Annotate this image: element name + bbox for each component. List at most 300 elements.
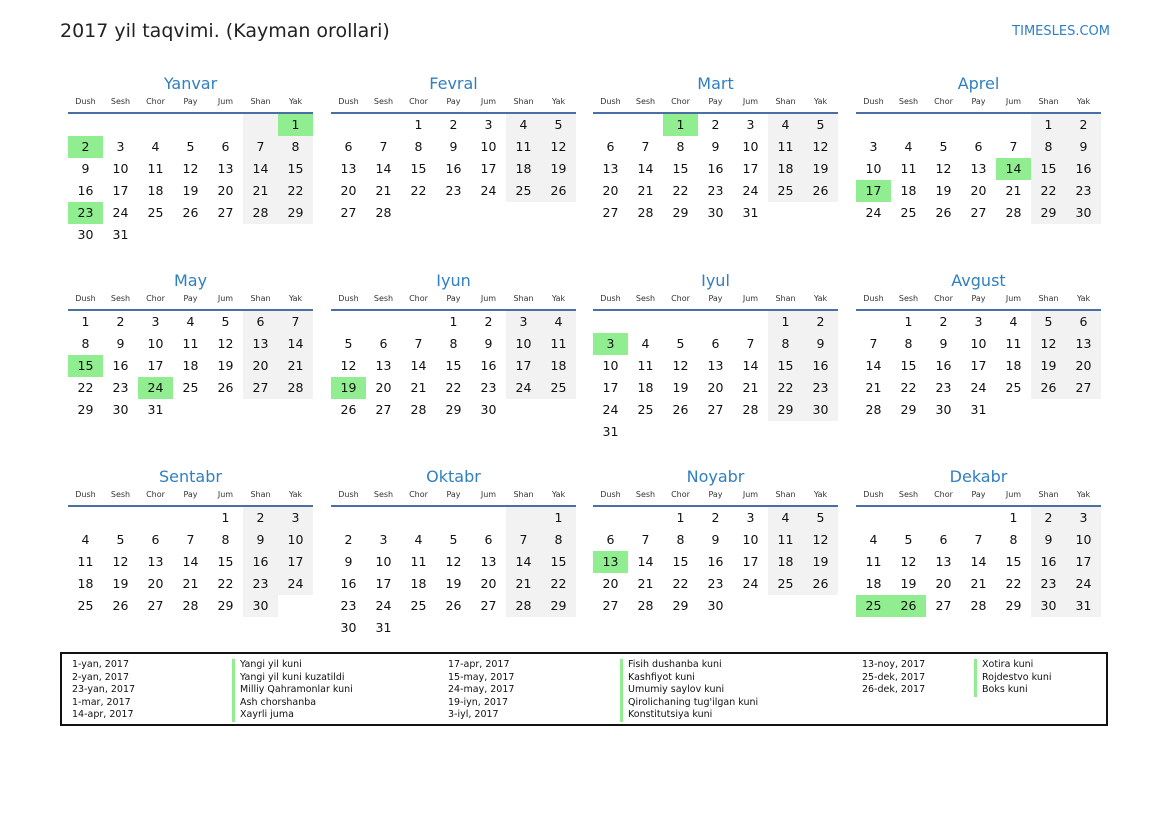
calendar-day: 14 bbox=[506, 551, 541, 573]
calendar-day: 30 bbox=[707, 598, 724, 613]
weekday-label: Jum bbox=[1005, 490, 1022, 499]
weekday-label: Dush bbox=[338, 490, 359, 499]
calendar-day: 15 bbox=[900, 358, 917, 373]
calendar-day: 10 bbox=[147, 336, 164, 351]
calendar-day: 6 bbox=[606, 532, 615, 547]
calendar-day: 28 bbox=[410, 402, 427, 417]
empty-cell bbox=[628, 114, 663, 136]
calendar-day: 4 bbox=[1009, 314, 1018, 329]
calendar-day: 8 bbox=[1031, 136, 1066, 158]
weekday-label: Dush bbox=[863, 97, 884, 106]
calendar-day: 21 bbox=[742, 380, 759, 395]
calendar-day: 19 bbox=[541, 158, 576, 180]
calendar-day: 12 bbox=[182, 161, 199, 176]
calendar-day: 30 bbox=[707, 205, 724, 220]
calendar-day: 23 bbox=[445, 183, 462, 198]
calendar-day: 29 bbox=[445, 402, 462, 417]
calendar-day: 10 bbox=[480, 139, 497, 154]
empty-cell bbox=[401, 507, 436, 529]
empty-cell bbox=[803, 421, 838, 443]
calendar-day: 25 bbox=[768, 573, 803, 595]
weekday-label: Yak bbox=[813, 294, 828, 303]
empty-cell bbox=[733, 595, 768, 617]
calendar-day: 28 bbox=[865, 402, 882, 417]
calendar-day: 21 bbox=[506, 573, 541, 595]
legend-date: 23-yan, 2017 bbox=[72, 684, 136, 696]
calendar-day: 17 bbox=[970, 358, 987, 373]
calendar-day: 25 bbox=[182, 380, 199, 395]
weekday-label: Chor bbox=[671, 490, 690, 499]
holiday-day: 15 bbox=[68, 355, 103, 377]
empty-cell bbox=[471, 507, 506, 529]
calendar-day: 5 bbox=[541, 114, 576, 136]
calendar-day: 24 bbox=[1066, 573, 1101, 595]
calendar-day: 3 bbox=[746, 510, 755, 525]
calendar-day: 2 bbox=[939, 314, 948, 329]
weekday-label: Pay bbox=[971, 97, 986, 106]
calendar-day: 12 bbox=[541, 136, 576, 158]
calendar-day: 25 bbox=[900, 205, 917, 220]
weekday-label: Chor bbox=[934, 294, 953, 303]
weekday-label: Pay bbox=[183, 294, 198, 303]
day-grid bbox=[68, 311, 313, 421]
calendar-day: 15 bbox=[445, 358, 462, 373]
calendar-day: 9 bbox=[449, 139, 458, 154]
calendar-day: 4 bbox=[186, 314, 195, 329]
calendar-day: 30 bbox=[77, 227, 94, 242]
calendar-day: 11 bbox=[865, 554, 882, 569]
empty-cell bbox=[173, 507, 208, 529]
calendar-day: 21 bbox=[182, 576, 199, 591]
calendar-day: 28 bbox=[182, 598, 199, 613]
calendar-day: 5 bbox=[344, 336, 353, 351]
legend-holiday-name: Yangi yil kuni bbox=[232, 659, 302, 672]
weekday-label: Sesh bbox=[110, 490, 131, 499]
calendar-day: 19 bbox=[217, 358, 234, 373]
empty-cell bbox=[401, 617, 436, 639]
calendar-day: 11 bbox=[1005, 336, 1022, 351]
calendar-day: 3 bbox=[116, 139, 125, 154]
calendar-day: 20 bbox=[340, 183, 357, 198]
calendar-day: 2 bbox=[711, 510, 720, 525]
calendar-day: 13 bbox=[243, 333, 278, 355]
calendar-day: 21 bbox=[637, 183, 654, 198]
calendar-day: 8 bbox=[768, 333, 803, 355]
legend-holiday-name: Yangi yil kuni kuzatildi bbox=[232, 672, 345, 685]
calendar-day: 4 bbox=[768, 114, 803, 136]
empty-cell bbox=[593, 311, 628, 333]
calendar-day: 31 bbox=[602, 424, 619, 439]
legend-date: 1-mar, 2017 bbox=[72, 696, 131, 708]
calendar-day: 27 bbox=[602, 205, 619, 220]
calendar-day: 29 bbox=[900, 402, 917, 417]
calendar-day: 18 bbox=[77, 576, 94, 591]
month-calendar bbox=[593, 466, 838, 617]
month-name: Oktabr bbox=[426, 467, 481, 486]
calendar-day: 3 bbox=[746, 117, 755, 132]
empty-cell bbox=[803, 202, 838, 224]
empty-cell bbox=[733, 311, 768, 333]
calendar-day: 9 bbox=[1031, 529, 1066, 551]
calendar-day: 26 bbox=[803, 180, 838, 202]
calendar-day: 18 bbox=[900, 183, 917, 198]
calendar-day: 20 bbox=[375, 380, 392, 395]
calendar-day: 14 bbox=[278, 333, 313, 355]
calendar-day: 14 bbox=[243, 158, 278, 180]
weekday-label: Jum bbox=[480, 294, 497, 303]
calendar-day: 7 bbox=[641, 139, 650, 154]
calendar-day: 7 bbox=[746, 336, 755, 351]
calendar-day: 6 bbox=[243, 311, 278, 333]
calendar-day: 11 bbox=[637, 358, 654, 373]
calendar-day: 22 bbox=[77, 380, 94, 395]
calendar-day: 5 bbox=[186, 139, 195, 154]
calendar-day: 6 bbox=[379, 336, 388, 351]
calendar-day: 24 bbox=[742, 576, 759, 591]
legend-holiday-name: Fisih dushanba kuni bbox=[620, 659, 722, 672]
calendar-day: 4 bbox=[768, 507, 803, 529]
calendar-day: 5 bbox=[449, 532, 458, 547]
empty-cell bbox=[628, 421, 663, 443]
holiday-day: 2 bbox=[68, 136, 103, 158]
empty-cell bbox=[243, 399, 278, 421]
calendar-day: 6 bbox=[939, 532, 948, 547]
calendar-day: 18 bbox=[541, 355, 576, 377]
weekday-label: Chor bbox=[671, 97, 690, 106]
calendar-day: 1 bbox=[221, 510, 230, 525]
empty-cell bbox=[768, 421, 803, 443]
calendar-day: 24 bbox=[742, 183, 759, 198]
calendar-day: 7 bbox=[974, 532, 983, 547]
calendar-day: 25 bbox=[506, 180, 541, 202]
empty-cell bbox=[471, 617, 506, 639]
calendar-day: 6 bbox=[1066, 311, 1101, 333]
calendar-day: 26 bbox=[445, 598, 462, 613]
weekday-label: Dush bbox=[75, 490, 96, 499]
weekday-label: Sesh bbox=[373, 294, 394, 303]
month-name: Iyun bbox=[436, 271, 471, 290]
empty-cell bbox=[961, 114, 996, 136]
calendar-day: 29 bbox=[1031, 202, 1066, 224]
calendar-day: 2 bbox=[243, 507, 278, 529]
calendar-day: 26 bbox=[340, 402, 357, 417]
holiday-day: 24 bbox=[138, 377, 173, 399]
calendar-day: 7 bbox=[1009, 139, 1018, 154]
empty-cell bbox=[138, 507, 173, 529]
calendar-day: 27 bbox=[935, 598, 952, 613]
calendar-day: 28 bbox=[375, 205, 392, 220]
day-grid bbox=[331, 507, 576, 639]
weekday-label: Pay bbox=[971, 490, 986, 499]
calendar-day: 12 bbox=[1031, 333, 1066, 355]
month-calendar bbox=[331, 466, 576, 639]
calendar-day: 27 bbox=[970, 205, 987, 220]
calendar-day: 18 bbox=[768, 551, 803, 573]
calendar-day: 22 bbox=[672, 183, 689, 198]
calendar-day: 16 bbox=[112, 358, 129, 373]
weekday-label: Sesh bbox=[110, 294, 131, 303]
calendar-day: 8 bbox=[414, 139, 423, 154]
calendar-day: 11 bbox=[900, 161, 917, 176]
legend-date: 3-iyl, 2017 bbox=[448, 709, 499, 721]
weekday-label: Sesh bbox=[110, 97, 131, 106]
calendar-day: 18 bbox=[147, 183, 164, 198]
empty-cell bbox=[856, 507, 891, 529]
calendar-day: 4 bbox=[541, 311, 576, 333]
empty-cell bbox=[663, 421, 698, 443]
weekday-label: Yak bbox=[1076, 490, 1091, 499]
calendar-day: 20 bbox=[602, 183, 619, 198]
calendar-day: 17 bbox=[147, 358, 164, 373]
calendar-day: 6 bbox=[974, 139, 983, 154]
calendar-day: 24 bbox=[506, 377, 541, 399]
calendar-day: 26 bbox=[803, 573, 838, 595]
month-name: Sentabr bbox=[159, 467, 222, 486]
calendar-day: 14 bbox=[970, 554, 987, 569]
weekday-label: Jum bbox=[742, 490, 759, 499]
holiday-day: 23 bbox=[68, 202, 103, 224]
legend-date: 13-noy, 2017 bbox=[862, 659, 926, 670]
weekday-label: Sesh bbox=[373, 490, 394, 499]
weekday-label: Jum bbox=[217, 490, 234, 499]
empty-cell bbox=[926, 114, 961, 136]
calendar-day: 16 bbox=[1031, 551, 1066, 573]
empty-cell bbox=[138, 224, 173, 246]
site-link[interactable]: TIMESLES.COM bbox=[1012, 24, 1110, 39]
calendar-day: 1 bbox=[676, 510, 685, 525]
weekday-label: Pay bbox=[446, 490, 461, 499]
weekday-label: Pay bbox=[446, 294, 461, 303]
calendar-day: 23 bbox=[243, 573, 278, 595]
calendar-day: 22 bbox=[217, 576, 234, 591]
calendar-day: 1 bbox=[904, 314, 913, 329]
calendar-day: 7 bbox=[243, 136, 278, 158]
legend-date: 24-may, 2017 bbox=[448, 684, 515, 696]
calendar-day: 28 bbox=[637, 598, 654, 613]
calendar-day: 25 bbox=[147, 205, 164, 220]
calendar-day: 12 bbox=[340, 358, 357, 373]
holiday-legend bbox=[60, 652, 1108, 726]
holiday-day: 13 bbox=[593, 551, 628, 573]
calendar-day: 31 bbox=[742, 205, 759, 220]
weekday-label: Jum bbox=[217, 97, 234, 106]
weekday-label: Yak bbox=[813, 490, 828, 499]
legend-date: 14-apr, 2017 bbox=[72, 709, 134, 721]
month-calendar bbox=[593, 270, 838, 443]
weekday-label: Jum bbox=[217, 294, 234, 303]
empty-cell bbox=[436, 617, 471, 639]
calendar-day: 1 bbox=[541, 507, 576, 529]
weekday-label: Shan bbox=[775, 97, 796, 106]
calendar-day: 8 bbox=[278, 136, 313, 158]
calendar-day: 3 bbox=[869, 139, 878, 154]
weekday-label: Dush bbox=[75, 294, 96, 303]
legend-date: 19-iyn, 2017 bbox=[448, 696, 509, 708]
weekday-label: Pay bbox=[708, 490, 723, 499]
calendar-day: 13 bbox=[1066, 333, 1101, 355]
calendar-day: 23 bbox=[935, 380, 952, 395]
empty-cell bbox=[506, 507, 541, 529]
calendar-day: 25 bbox=[1005, 380, 1022, 395]
empty-cell bbox=[278, 595, 313, 617]
empty-cell bbox=[278, 399, 313, 421]
weekday-header bbox=[331, 95, 576, 114]
calendar-day: 14 bbox=[410, 358, 427, 373]
calendar-day: 27 bbox=[147, 598, 164, 613]
empty-cell bbox=[173, 399, 208, 421]
weekday-label: Yak bbox=[813, 97, 828, 106]
empty-cell bbox=[331, 507, 366, 529]
calendar-day: 17 bbox=[1066, 551, 1101, 573]
calendar-day: 15 bbox=[768, 355, 803, 377]
holiday-day: 1 bbox=[278, 114, 313, 136]
calendar-day: 15 bbox=[217, 554, 234, 569]
empty-cell bbox=[208, 399, 243, 421]
calendar-day: 19 bbox=[803, 158, 838, 180]
weekday-label: Yak bbox=[551, 294, 566, 303]
calendar-day: 4 bbox=[904, 139, 913, 154]
calendar-day: 23 bbox=[707, 183, 724, 198]
weekday-header bbox=[593, 488, 838, 507]
day-grid bbox=[856, 311, 1101, 421]
calendar-day: 17 bbox=[602, 380, 619, 395]
calendar-day: 9 bbox=[116, 336, 125, 351]
weekday-header bbox=[856, 488, 1101, 507]
calendar-day: 13 bbox=[970, 161, 987, 176]
calendar-day: 9 bbox=[344, 554, 353, 569]
empty-cell bbox=[593, 114, 628, 136]
empty-cell bbox=[401, 311, 436, 333]
calendar-day: 24 bbox=[480, 183, 497, 198]
month-name: Noyabr bbox=[686, 467, 745, 486]
calendar-day: 26 bbox=[541, 180, 576, 202]
calendar-day: 27 bbox=[375, 402, 392, 417]
calendar-day: 4 bbox=[869, 532, 878, 547]
calendar-day: 10 bbox=[506, 333, 541, 355]
calendar-day: 16 bbox=[340, 576, 357, 591]
calendar-day: 13 bbox=[602, 161, 619, 176]
calendar-day: 22 bbox=[900, 380, 917, 395]
legend-date: 2-yan, 2017 bbox=[72, 671, 129, 683]
weekday-label: Shan bbox=[1038, 97, 1059, 106]
calendar-day: 2 bbox=[116, 314, 125, 329]
calendar-day: 22 bbox=[410, 183, 427, 198]
empty-cell bbox=[926, 507, 961, 529]
calendar-day: 10 bbox=[602, 358, 619, 373]
weekday-header bbox=[331, 488, 576, 507]
calendar-day: 1 bbox=[414, 117, 423, 132]
empty-cell bbox=[278, 224, 313, 246]
empty-cell bbox=[173, 114, 208, 136]
calendar-day: 14 bbox=[742, 358, 759, 373]
calendar-day: 16 bbox=[480, 358, 497, 373]
weekday-label: Yak bbox=[288, 294, 303, 303]
weekday-label: Chor bbox=[146, 490, 165, 499]
empty-cell bbox=[856, 114, 891, 136]
calendar-day: 18 bbox=[768, 158, 803, 180]
calendar-day: 26 bbox=[1031, 377, 1066, 399]
calendar-day: 13 bbox=[480, 554, 497, 569]
calendar-day: 30 bbox=[1066, 202, 1101, 224]
weekday-label: Sesh bbox=[898, 294, 919, 303]
calendar-day: 19 bbox=[935, 183, 952, 198]
weekday-label: Dush bbox=[863, 294, 884, 303]
calendar-day: 10 bbox=[1066, 529, 1101, 551]
calendar-day: 31 bbox=[147, 402, 164, 417]
month-name: May bbox=[173, 271, 208, 290]
calendar-day: 3 bbox=[151, 314, 160, 329]
weekday-label: Yak bbox=[551, 97, 566, 106]
empty-cell bbox=[471, 202, 506, 224]
month-calendar bbox=[856, 466, 1101, 617]
calendar-day: 26 bbox=[182, 205, 199, 220]
calendar-day: 30 bbox=[340, 620, 357, 635]
calendar-day: 27 bbox=[243, 377, 278, 399]
page-title: 2017 yil taqvimi. (Kayman orollari) bbox=[60, 20, 390, 42]
calendar-day: 29 bbox=[278, 202, 313, 224]
calendar-day: 15 bbox=[278, 158, 313, 180]
calendar-day: 30 bbox=[935, 402, 952, 417]
month-calendar bbox=[331, 73, 576, 224]
calendar-day: 8 bbox=[449, 336, 458, 351]
calendar-day: 22 bbox=[1005, 576, 1022, 591]
legend-holiday-name: Boks kuni bbox=[974, 684, 1028, 697]
calendar-day: 21 bbox=[970, 576, 987, 591]
calendar-day: 23 bbox=[803, 377, 838, 399]
calendar-day: 23 bbox=[112, 380, 129, 395]
calendar-day: 5 bbox=[803, 114, 838, 136]
day-grid bbox=[331, 114, 576, 224]
calendar-day: 9 bbox=[711, 532, 720, 547]
calendar-day: 24 bbox=[865, 205, 882, 220]
calendar-day: 14 bbox=[637, 161, 654, 176]
month-calendar bbox=[68, 270, 313, 421]
weekday-label: Shan bbox=[250, 490, 271, 499]
empty-cell bbox=[628, 311, 663, 333]
calendar-day: 3 bbox=[379, 532, 388, 547]
calendar-day: 9 bbox=[803, 333, 838, 355]
weekday-label: Dush bbox=[600, 97, 621, 106]
calendar-day: 11 bbox=[768, 529, 803, 551]
weekday-header bbox=[68, 95, 313, 114]
weekday-label: Shan bbox=[775, 490, 796, 499]
calendar-day: 28 bbox=[243, 202, 278, 224]
calendar-day: 16 bbox=[935, 358, 952, 373]
empty-cell bbox=[996, 399, 1031, 421]
empty-cell bbox=[1031, 399, 1066, 421]
calendar-day: 16 bbox=[707, 554, 724, 569]
calendar-day: 10 bbox=[112, 161, 129, 176]
calendar-day: 20 bbox=[602, 576, 619, 591]
empty-cell bbox=[541, 202, 576, 224]
calendar-day: 13 bbox=[707, 358, 724, 373]
weekday-label: Pay bbox=[708, 97, 723, 106]
calendar-day: 25 bbox=[768, 180, 803, 202]
calendar-day: 9 bbox=[711, 139, 720, 154]
holiday-day: 1 bbox=[663, 114, 698, 136]
legend-holiday-name: Milliy Qahramonlar kuni bbox=[232, 684, 353, 697]
empty-cell bbox=[698, 311, 733, 333]
calendar-day: 30 bbox=[803, 399, 838, 421]
calendar-day: 5 bbox=[939, 139, 948, 154]
weekday-label: Pay bbox=[708, 294, 723, 303]
calendar-day: 6 bbox=[711, 336, 720, 351]
calendar-day: 16 bbox=[1066, 158, 1101, 180]
month-name: Mart bbox=[697, 74, 734, 93]
weekday-label: Pay bbox=[971, 294, 986, 303]
calendar-day: 28 bbox=[637, 205, 654, 220]
calendar-day: 14 bbox=[375, 161, 392, 176]
